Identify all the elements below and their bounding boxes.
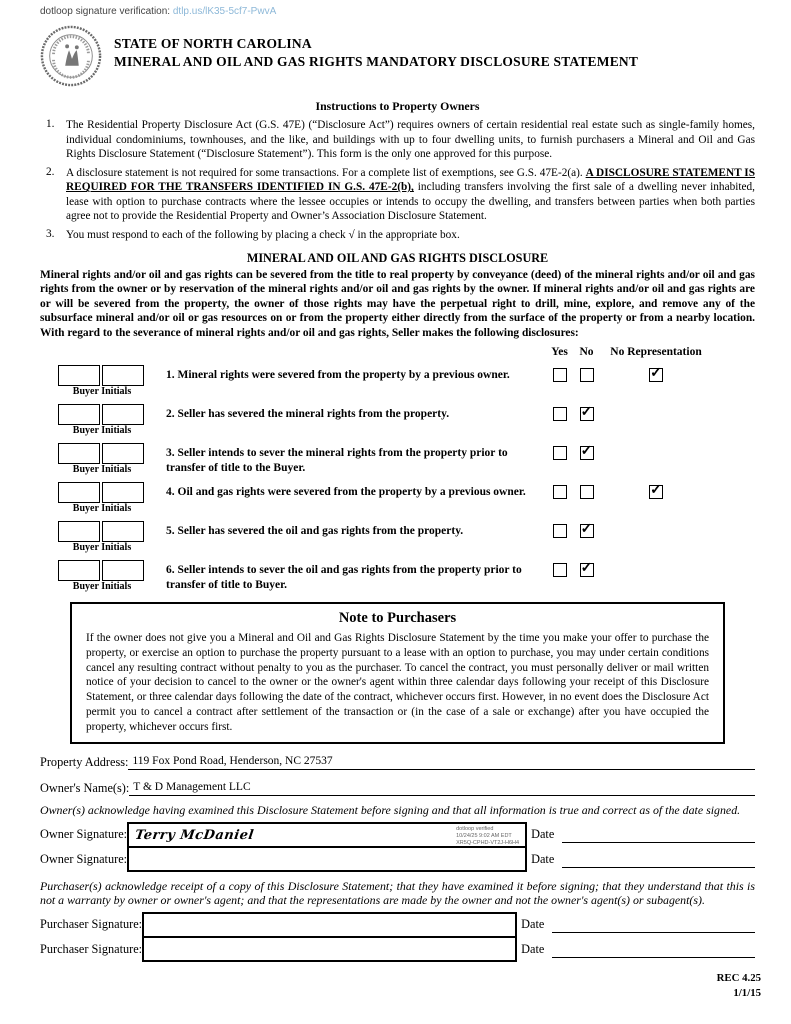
- buyer-initial-box[interactable]: [102, 482, 144, 503]
- property-address-field[interactable]: 119 Fox Pond Road, Henderson, NC 27537: [128, 755, 755, 770]
- disclosure-row-5: [40, 521, 755, 553]
- checkbox-yes[interactable]: [553, 446, 567, 460]
- stamp-line-1: dotloop verified: [456, 825, 494, 832]
- buyer-initial-box[interactable]: [58, 482, 100, 503]
- column-header-no: No: [579, 346, 594, 359]
- buyer-initial-box[interactable]: [102, 521, 144, 542]
- owner-name-field[interactable]: T & D Management LLC: [129, 781, 755, 796]
- dotloop-verified-stamp: [456, 826, 519, 847]
- date-label: Date: [521, 917, 545, 932]
- purchaser-signature-label: Purchaser Signature:: [40, 942, 143, 957]
- purchaser-signature-field-2[interactable]: [142, 936, 517, 962]
- document-header: [40, 25, 755, 92]
- checkbox-yes[interactable]: [553, 485, 567, 499]
- purchaser-signature-row-2: [40, 938, 755, 962]
- note-heading: Note to Purchasers: [338, 610, 457, 627]
- checkbox-no[interactable]: ✓: [580, 561, 593, 577]
- checkbox-yes[interactable]: [553, 563, 567, 577]
- form-date: 1/1/15: [733, 987, 761, 1000]
- disclosure-statement: 4. Oil and gas rights were severed from the property by a previous owner.: [166, 486, 526, 499]
- disclosure-table: [40, 346, 755, 592]
- instruction-item-2: [40, 166, 755, 224]
- instruction-2-pre: A disclosure statement is not required for some transactions. For a complete list of exemptions, see G.S. 47E-2(a).: [66, 166, 586, 179]
- purchaser-signature-field-1[interactable]: [142, 912, 517, 938]
- checkbox-yes[interactable]: [553, 368, 567, 382]
- owner-date-field-2[interactable]: [562, 852, 755, 868]
- instruction-text: You must respond to each of the following by placing a check √ in the appropriate box.: [66, 228, 460, 241]
- buyer-initials-label: Buyer Initials: [72, 425, 132, 437]
- owner-signature-row-2: [40, 848, 755, 872]
- buyer-initials-label: Buyer Initials: [72, 464, 132, 476]
- disclosure-column-headers: [40, 346, 755, 358]
- checkbox-no[interactable]: ✓: [580, 405, 593, 421]
- buyer-initial-box[interactable]: [102, 404, 144, 425]
- owner-signature-label: Owner Signature:: [40, 852, 128, 867]
- nc-real-estate-commission-seal-icon: [40, 25, 102, 92]
- verification-link[interactable]: dtlp.us/lK35-5cf7-PwvA: [172, 6, 277, 17]
- owner-signature-script: Terry McDaniel: [134, 827, 255, 843]
- checkbox-yes[interactable]: [553, 524, 567, 538]
- buyer-initial-box[interactable]: [58, 560, 100, 581]
- verification-label: dotloop signature verification:: [40, 6, 171, 17]
- owner-signature-label: Owner Signature:: [40, 827, 128, 842]
- instruction-number: 2.: [46, 165, 55, 178]
- checkbox-no[interactable]: [580, 368, 594, 382]
- owner-acknowledgment: Owner(s) acknowledge having examined this Disclosure Statement before signing and that all information is true and correct as of the date signed.: [40, 803, 741, 818]
- purchaser-signature-row-1: [40, 912, 755, 938]
- buyer-initials-group: [58, 365, 166, 397]
- property-address-row: [40, 755, 755, 770]
- buyer-initial-box[interactable]: [58, 443, 100, 464]
- checkbox-no-representation[interactable]: ✓: [650, 366, 662, 382]
- disclosure-statement: 6. Seller intends to sever the oil and gas rights from the property prior to transfer of title to Buyer.: [166, 564, 522, 591]
- note-to-purchasers-box: [70, 602, 725, 744]
- disclosure-row-6: [40, 560, 755, 592]
- buyer-initial-box[interactable]: [102, 365, 144, 386]
- instruction-number: 3.: [46, 227, 55, 240]
- checkbox-no[interactable]: ✓: [580, 522, 593, 538]
- owner-signature-field-1[interactable]: [127, 822, 527, 848]
- stamp-line-2: 10/24/25 9:02 AM EDT: [456, 832, 512, 839]
- disclosure-statement: 3. Seller intends to sever the mineral rights from the property prior to transfer of title to the Buyer.: [166, 447, 508, 474]
- form-revision-footer: [717, 971, 761, 1002]
- buyer-initials-label: Buyer Initials: [72, 503, 132, 515]
- purchaser-acknowledgment: Purchaser(s) acknowledge receipt of a copy of this Disclosure Statement; that they have examined it before signing; that they understand that this is not a warranty by owner or owner's agent; and that the representations are made by the owner and not the owner's agent(s) or subagent(s).: [40, 878, 755, 908]
- disclosure-statement: 5. Seller has severed the oil and gas rights from the property.: [166, 525, 464, 538]
- instructions-heading: Instructions to Property Owners: [315, 99, 480, 113]
- owner-date-field-1[interactable]: [562, 827, 755, 843]
- date-label: Date: [531, 827, 555, 842]
- property-address-label: Property Address:: [40, 755, 129, 770]
- disclosure-row-2: [40, 404, 755, 436]
- title-block: [114, 25, 638, 71]
- disclosure-heading: MINERAL AND OIL AND GAS RIGHTS DISCLOSURE: [246, 250, 549, 265]
- disclosure-row-4: [40, 482, 755, 514]
- purchaser-signature-section: [40, 912, 755, 962]
- instruction-2-bold: A DISCLOSURE STATEMENT IS REQUIRED FOR THE TRANSFERS IDENTIFIED IN G.S. 47E-2(b),: [66, 166, 755, 194]
- instruction-item-3: [40, 228, 755, 243]
- checkbox-no[interactable]: [580, 485, 594, 499]
- buyer-initial-box[interactable]: [102, 560, 144, 581]
- instruction-item-1: [40, 118, 755, 162]
- date-label: Date: [531, 852, 555, 867]
- instruction-text: [66, 166, 755, 224]
- purchaser-date-field-1[interactable]: [552, 917, 755, 933]
- checkbox-yes[interactable]: [553, 407, 567, 421]
- instruction-2-post: including transfers involving the first sale of a dwelling never inhabited, lease with option to purchase contracts where the lessee occupies or intends to occupy the dwelling, and transfers between parties when both parties agree not to provide the Residential Property and Owner’s Association Disclosure Statement.: [66, 181, 755, 223]
- checkbox-no-representation[interactable]: ✓: [650, 483, 662, 499]
- buyer-initial-box[interactable]: [58, 521, 100, 542]
- buyer-initial-box[interactable]: [102, 443, 144, 464]
- checkbox-no[interactable]: ✓: [580, 444, 593, 460]
- buyer-initials-label: Buyer Initials: [72, 542, 132, 554]
- instructions-list: [40, 118, 755, 243]
- owner-signature-section: [40, 822, 755, 872]
- disclosure-statement: 2. Seller has severed the mineral rights from the property.: [166, 408, 450, 421]
- instruction-text: The Residential Property Disclosure Act (G.S. 47E) (“Disclosure Act”) requires owners of certain residential real estate such as single-family homes, individual condominiums, townhouses, and the like, and buildings with up to four dwelling units, to furnish purchasers a Mineral and Oil and Gas Rights Disclosure Statement (“Disclosure Statement”). This form is the only one approved for this purpose.: [66, 119, 755, 161]
- buyer-initial-box[interactable]: [58, 404, 100, 425]
- owner-signature-row-1: [40, 822, 755, 848]
- buyer-initials-group: [58, 443, 166, 475]
- buyer-initials-group: [58, 560, 166, 592]
- form-title: MINERAL AND OIL AND GAS RIGHTS MANDATORY DISCLOSURE STATEMENT: [114, 54, 639, 70]
- buyer-initials-group: [58, 482, 166, 514]
- buyer-initial-box[interactable]: [58, 365, 100, 386]
- owner-name-label: Owner's Name(s):: [40, 781, 130, 796]
- column-header-yes: Yes: [551, 346, 568, 359]
- buyer-initials-label: Buyer Initials: [72, 581, 132, 593]
- note-body: If the owner does not give you a Mineral and Oil and Gas Rights Disclosure Statement by the time you make your offer to purchase the property, or exercise an option to purchase the property pursuant to a lease with an option to purchase, you may under certain conditions cancel any resulting contract without penalty to you as the purchaser. To cancel the contract, you must personally deliver or mail written notice of your decision to cancel to the owner or the owner's agent within three calendar days following your receipt of this Disclosure Statement, or three calendar days following the date of the contract, whichever occurs first. However, in no event does the Disclosure Act permit you to cancel a contract after settlement of the transaction or (in the case of a sale or exchange) after you have occupied the property, whichever occurs first.: [86, 632, 709, 733]
- disclosure-row-3: [40, 443, 755, 475]
- purchaser-signature-label: Purchaser Signature:: [40, 917, 143, 932]
- buyer-initials-label: Buyer Initials: [72, 386, 132, 398]
- owner-signature-field-2[interactable]: [127, 846, 527, 872]
- stamp-line-3: XR5Q-CPHD-VT2J-H6H4: [456, 839, 520, 846]
- disclosure-row-1: [40, 365, 755, 397]
- date-label: Date: [521, 942, 545, 957]
- form-number: REC 4.25: [716, 971, 761, 984]
- owner-name-row: [40, 781, 755, 796]
- state-title: STATE OF NORTH CAROLINA: [114, 36, 312, 51]
- column-header-no-representation: No Representation: [610, 346, 702, 359]
- verification-bar: [40, 4, 755, 23]
- buyer-initials-group: [58, 521, 166, 553]
- disclosure-intro: Mineral rights and/or oil and gas rights can be severed from the title to real property by conveyance (deed) of the mineral rights and/or oil and gas rights from the owner or by reservation of the mineral rights and/or oil and gas rights by the owner. If mineral rights and/or oil and gas rights are or will be severed from the property, the owner of those rights may have the perpetual right to drill, mine, explore, and remove any of the subsurface mineral and/or oil or gas resources on or from the property either directly from the surface of the property or from a nearby location. With regard to the severance of mineral rights and/or oil and gas rights, Seller makes the following disclosures:: [40, 268, 755, 339]
- disclosure-statement: 1. Mineral rights were severed from the property by a previous owner.: [166, 369, 510, 382]
- instruction-number: 1.: [46, 118, 55, 130]
- purchaser-date-field-2[interactable]: [552, 942, 755, 958]
- buyer-initials-group: [58, 404, 166, 436]
